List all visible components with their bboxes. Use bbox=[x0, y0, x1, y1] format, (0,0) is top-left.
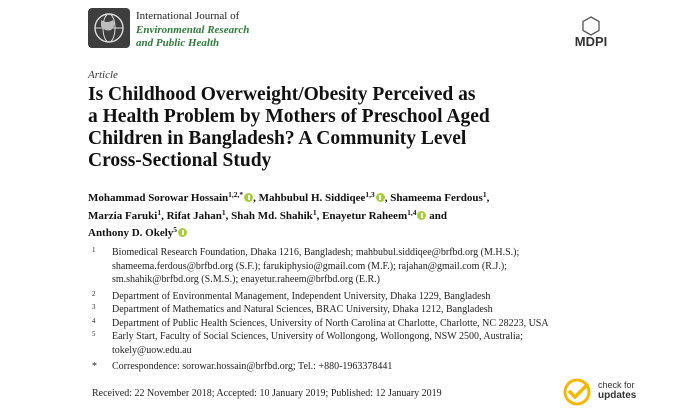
affiliation-number: 2 bbox=[92, 289, 96, 298]
affiliation-text: tokely@uow.edu.au bbox=[112, 344, 192, 356]
affiliation-item bbox=[92, 317, 652, 331]
author-name[interactable]: Mohammad Sorowar Hossain bbox=[88, 192, 229, 204]
check-for-updates-badge[interactable] bbox=[562, 377, 596, 407]
correspondence-item bbox=[92, 360, 652, 374]
author-name[interactable]: Shameema Ferdous bbox=[390, 192, 483, 204]
title-line: Is Childhood Overweight/Obesity Perceived as bbox=[88, 84, 476, 105]
author-affiliation-mark: 1,2,* bbox=[228, 190, 244, 199]
affiliation-item bbox=[92, 330, 652, 357]
author-line: Marzia Faruki$^1$, Rifat Jahan$^1$, Shah Md. Shahik$^1$, Enayetur Raheem$^{1,4}$ and bbox=[88, 207, 447, 222]
affiliation-text: Department of Mathematics and Natural Sciences, BRAC University, Dhaka 1212, Bangladesh bbox=[112, 304, 493, 315]
affiliation-item bbox=[92, 290, 652, 304]
correspondence-mark: * bbox=[92, 361, 97, 372]
orcid-icon[interactable] bbox=[244, 193, 253, 202]
correspondence-text: Correspondence: sorowar.hossain@brfbd.org; Tel.: +880-1963378441 bbox=[112, 361, 393, 372]
author-name[interactable]: Mahbubul H. Siddiqee bbox=[258, 192, 366, 204]
publisher-name: MDPI bbox=[574, 34, 608, 49]
affiliation-text: shameema.ferdous@brfbd.org (S.F.); farukiphysio@gmail.com (M.F.); rajahan@gmail.com (R.J.); bbox=[112, 260, 507, 272]
check-for-updates-line2: updates bbox=[598, 390, 637, 401]
author-affiliation-mark: 1 bbox=[157, 207, 162, 217]
author-name[interactable]: Marzia Faruki bbox=[88, 209, 158, 222]
article-title bbox=[88, 84, 588, 172]
title-line: a Health Problem by Mothers of Preschool Aged bbox=[88, 106, 490, 127]
author-affiliation-mark: 1 bbox=[221, 207, 226, 217]
author-list bbox=[88, 190, 628, 243]
author-affiliation-mark: 1,3 bbox=[365, 190, 375, 199]
publisher-logo bbox=[566, 16, 616, 56]
author-line: Mohammad Sorowar Hossain$^{1,2,*}$ , Mahbubul H. Siddiqee$^{1,3}$ , Shameema Ferdous$^1$, bbox=[88, 190, 490, 204]
journal-logo bbox=[88, 8, 130, 48]
orcid-icon[interactable] bbox=[178, 228, 187, 237]
author-name[interactable]: Enayetur Raheem bbox=[322, 209, 408, 222]
affiliation-text: Department of Public Health Sciences, University of North Carolina at Charlotte, Charlotte, NC 28223, USA bbox=[112, 317, 549, 329]
author-name[interactable]: Rifat Jahan bbox=[166, 209, 222, 222]
affiliation-item bbox=[92, 246, 652, 287]
affiliation-text: Department of Environmental Management, Independent University, Dhaka 1229, Bangladesh bbox=[112, 290, 491, 302]
author-affiliation-mark: 1,4 bbox=[407, 207, 417, 217]
author-name[interactable]: Anthony D. Okely bbox=[88, 227, 174, 239]
title-line: Cross-Sectional Study bbox=[88, 150, 272, 171]
affiliation-text: sm.shahik@brfbd.org (S.M.S.); enayetur.raheem@brfbd.org (E.R.) bbox=[112, 274, 381, 285]
check-for-updates-label[interactable] bbox=[598, 380, 636, 401]
check-for-updates-line1: check for bbox=[598, 380, 635, 390]
orcid-icon[interactable] bbox=[376, 193, 385, 202]
affiliation-number: 5 bbox=[92, 330, 96, 338]
title-line: Children in Bangladesh? A Community Level bbox=[88, 128, 467, 149]
article-type: Article bbox=[88, 69, 118, 81]
journal-name-line3: and Public Health bbox=[136, 37, 220, 49]
checkmark-icon bbox=[562, 377, 596, 407]
author-affiliation-mark: 1 bbox=[482, 190, 487, 199]
affiliation-number: 3 bbox=[92, 303, 96, 311]
orcid-icon[interactable] bbox=[417, 211, 426, 220]
affiliation-number: 1 bbox=[92, 246, 96, 254]
journal-name-line2: Environmental Research bbox=[136, 24, 250, 36]
publication-dates: Received: 22 November 2018; Accepted: 10 January 2019; Published: 12 January 2019 bbox=[92, 388, 442, 399]
journal-name-line1: International Journal of bbox=[136, 10, 240, 22]
affiliation-text: Early Start, Faculty of Social Sciences, University of Wollongong, Wollongong, NSW 2500, Australia; bbox=[112, 331, 523, 342]
author-name[interactable]: Shah Md. Shahik bbox=[231, 209, 313, 222]
author-line bbox=[88, 225, 628, 243]
author-affiliation-mark: 1 bbox=[312, 207, 317, 217]
affiliation-item bbox=[92, 303, 652, 317]
hexagon-icon bbox=[566, 16, 616, 36]
affiliation-number: 4 bbox=[92, 316, 96, 325]
affiliation-text: Biomedical Research Foundation, Dhaka 1216, Bangladesh; mahbubul.siddiqee@brfbd.org (M.H.S.); bbox=[112, 247, 520, 258]
affiliation-list bbox=[92, 246, 652, 374]
author-affiliation-mark: 5 bbox=[173, 225, 178, 234]
globe-icon bbox=[88, 8, 130, 48]
